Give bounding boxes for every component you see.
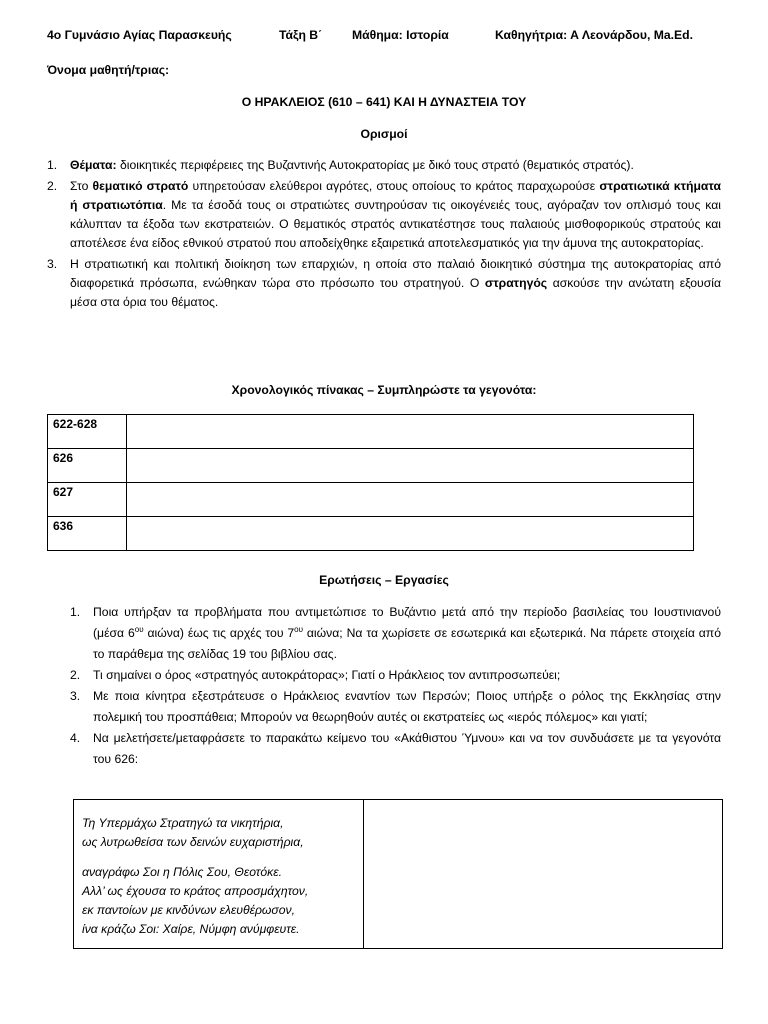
event-cell[interactable] [127, 483, 694, 517]
question-text: Με ποια κίνητρα εξεστράτευσε ο Ηράκλειος εναντίον των Περσών; Ποιος υπήρξε ο ρόλος της Εκκλησίας στην πολεμική του προσπάθεια; Μπορούν να θεωρηθούν αυτές οι εκστρατείες ως «ιερός πόλεμος» και γιατί; [93, 689, 721, 724]
year-cell: 627 [48, 483, 127, 517]
definition-term: Θέματα: [70, 158, 117, 172]
definition-term: στρατιωτικά κτήματα ή στρατιωτόπια [70, 179, 722, 212]
question-item [70, 665, 721, 686]
list-number: 3. [70, 689, 81, 703]
year-cell: 622-628 [48, 415, 127, 449]
questions-heading: Ερωτήσεις – Εργασίες [319, 573, 449, 587]
definition-term: θεματικό στρατό [92, 179, 189, 193]
definition-item [47, 156, 721, 175]
list-number: 1. [47, 158, 58, 172]
definition-text: Η στρατιωτική και πολιτική διοίκηση των επαρχιών, η οποία στο παλαιό διοικητικό σύστημα της αυτοκρατορίας από διαφορετικά πρόσωπα, ενώθηκαν τώρα στο πρόσωπο του στρατηγού. Ο [70, 257, 721, 290]
list-number: 2. [70, 668, 81, 682]
definition-term: στρατηγός [484, 276, 548, 290]
table-row [48, 483, 694, 517]
list-number: 2. [47, 179, 58, 193]
definition-text: διοικητικές περιφέρειες της Βυζαντινής Αυτοκρατορίας με δικό τους στρατό (θεματικός στρατός). [116, 158, 634, 172]
hymn-table [73, 799, 723, 949]
translation-answer-cell[interactable] [364, 800, 722, 948]
definition-text: υπηρετούσαν ελεύθεροι αγρότες, στους οποίους το κράτος παραχωρούσε [188, 179, 600, 193]
table-row [48, 517, 694, 551]
definition-text: . Με τα έσοδά τους οι στρατιώτες συντηρούσαν τις οικογένειές τους, αγόραζαν τον οπλισμό τους και κάλυπταν τα έξοδα των εκστρατειών. Ο θεματικός στρατός αντικατέστησε τους παλαιούς μισθοφορικούς στρατούς και αποτέλεσε ένα είδος εθνικού στρατού που αποδείχθηκε εξαιρετικά αποτελεσματικός για την άμυνα της αυτοκρατορίας. [70, 198, 721, 250]
definitions-list [47, 156, 721, 314]
event-cell[interactable] [127, 415, 694, 449]
page-title: Ο ΗΡΑΚΛΕΙΟΣ (610 – 641) ΚΑΙ Η ΔΥΝΑΣΤΕΙΑ ΤΟΥ [241, 95, 527, 109]
definition-item [47, 177, 721, 253]
question-item [70, 728, 721, 770]
event-cell[interactable] [127, 517, 694, 551]
question-item [70, 686, 721, 728]
hymn-text [74, 800, 364, 948]
hymn-line: Αλλ’ ως έχουσα το κράτος απροσμάχητον, [82, 884, 309, 898]
hymn-line: εκ παντοίων με κινδύνων ελευθέρωσον, [82, 903, 296, 917]
table-row [48, 415, 694, 449]
question-item [70, 602, 721, 665]
table-row [48, 449, 694, 483]
event-cell[interactable] [127, 449, 694, 483]
hymn-line: Τη Υπερμάχω Στρατηγώ τα νικητήρια, [82, 816, 284, 830]
subject-label: Μάθημα: Ιστορία [352, 28, 449, 42]
question-text: Να μελετήσετε/μεταφράσετε το παρακάτω κείμενο του «Ακάθιστου Ύμνου» και να τον συνδυάσετε με τα γεγονότα του 626: [93, 731, 721, 766]
questions-list [70, 602, 721, 770]
definition-text: Στο [70, 179, 93, 193]
hymn-line: ίνα κράζω Σοι: Χαίρε, Νύμφη ανύμφευτε. [82, 922, 300, 936]
list-number: 3. [47, 257, 58, 271]
definition-item [47, 255, 721, 312]
superscript: ου [294, 624, 303, 634]
hymn-line: αναγράφω Σοι η Πόλις Σου, Θεοτόκε. [82, 865, 282, 879]
year-cell: 626 [48, 449, 127, 483]
student-name-label: Όνομα μαθητή/τριας: [47, 63, 170, 77]
question-text: Τι σημαίνει ο όρος «στρατηγός αυτοκράτορας»; Γιατί ο Ηράκλειος τον αντιπροσωπεύει; [93, 668, 561, 682]
question-text: Ποια υπήρξαν τα προβλήματα που αντιμετώπισε το Βυζάντιο μετά από την περίοδο βασιλείας του Ιουστινιανού (μέσα 6 [93, 605, 721, 640]
chronology-heading: Χρονολογικός πίνακας – Συμπληρώστε τα γεγονότα: [231, 383, 537, 397]
superscript: ου [134, 624, 144, 634]
definition-text: ασκούσε την ανώτατη εξουσία μέσα στα όρια του θέματος. [70, 276, 721, 309]
class-label: Τάξη Β΄ [279, 28, 323, 42]
definitions-heading: Ορισμοί [360, 127, 408, 141]
year-cell: 636 [48, 517, 127, 551]
list-number: 4. [70, 731, 81, 745]
teacher-label: Καθηγήτρια: Α Λεονάρδου, Ma.Ed. [495, 28, 693, 42]
school-name: 4ο Γυμνάσιο Αγίας Παρασκευής [47, 28, 232, 42]
chronology-table [47, 414, 694, 551]
list-number: 1. [70, 605, 81, 619]
question-text: αιώνα; Να τα χωρίσετε σε εσωτερικά και εξωτερικά. Να πάρετε στοιχεία από το παράθεμα της σελίδας 19 του βιβλίου σας. [93, 626, 721, 661]
question-text: αιώνα) έως τις αρχές του 7 [143, 626, 295, 640]
hymn-line: ως λυτρωθείσα των δεινών ευχαριστήρια, [82, 835, 304, 849]
